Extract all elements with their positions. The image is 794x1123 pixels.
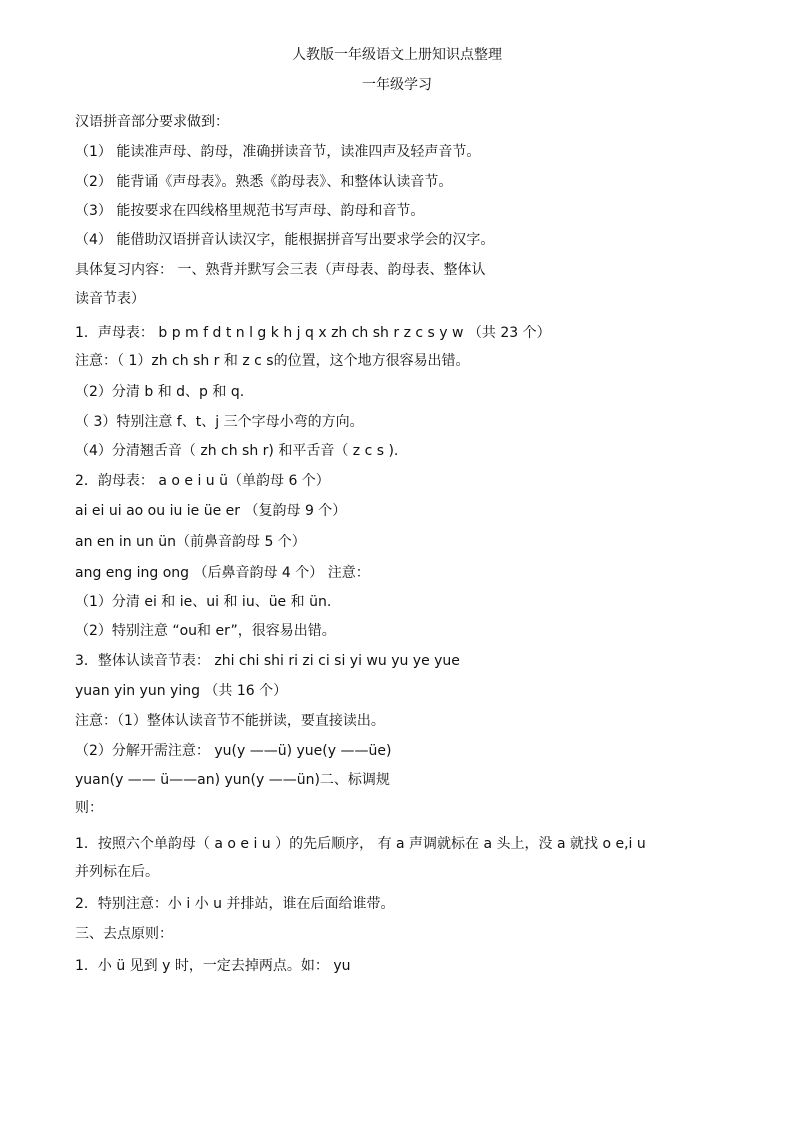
text-line: an en in un ün（前鼻音韵母 5 个） bbox=[75, 534, 306, 550]
text-line: 2．韵母表： a o e i u ü（单韵母 6 个） bbox=[75, 473, 330, 489]
text-line: （1）分清 ei 和 ie、ui 和 iu、üe 和 ün. bbox=[75, 594, 332, 610]
text-line: 注意：（ 1）zh ch sh r 和 z c s的位置，这个地方很容易出错。 bbox=[75, 353, 470, 369]
text-line: 三、去点原则： bbox=[75, 926, 173, 942]
text-line: 1．声母表： b p m f d t n l g k h j q x zh ch sh r z c s y w （共 23 个） bbox=[75, 325, 551, 341]
text-line: 具体复习内容： 一、熟背并默写会三表（声母表、韵母表、整体认 bbox=[75, 262, 486, 278]
text-line: 3．整体认读音节表： zhi chi shi ri zi ci si yi wu yu ye yue bbox=[75, 653, 460, 669]
text-line: 1．小 ü 见到 y 时，一定去掉两点。如： yu bbox=[75, 958, 351, 974]
text-line: （2） 能背诵《声母表》。熟悉《韵母表》、和整体认读音节。 bbox=[75, 174, 453, 190]
text-line: （2）特别注意 “ou和 er”，很容易出错。 bbox=[75, 623, 336, 639]
document-title: 人教版一年级语文上册知识点整理 bbox=[292, 47, 502, 63]
text-line: （2）分解开需注意： yu(y ——ü) yue(y ——üe) bbox=[75, 743, 392, 759]
text-line: （1） 能读准声母、韵母，准确拼读音节，读准四声及轻声音节。 bbox=[75, 144, 481, 160]
text-line: ang eng ing ong （后鼻音韵母 4 个） 注意： bbox=[75, 565, 370, 581]
text-line: 并列标在后。 bbox=[75, 864, 159, 880]
text-line: （ 3）特别注意 f、t、j 三个字母小弯的方向。 bbox=[75, 414, 364, 430]
text-line: （4）分清翘舌音（ zh ch sh r) 和平舌音（ z c s ). bbox=[75, 443, 399, 459]
text-line: 1．按照六个单韵母（ a o e i u ）的先后顺序， 有 a 声调就标在 a 头上，没 a 就找 o e,i u bbox=[75, 836, 646, 852]
text-line: 读音节表） bbox=[75, 291, 145, 307]
text-line: 2．特别注意：小 i 小 u 并排站，谁在后面给谁带。 bbox=[75, 896, 395, 912]
text-line: （3） 能按要求在四线格里规范书写声母、韵母和音节。 bbox=[75, 203, 425, 219]
text-line: yuan(y —— ü——an) yun(y ——ün)二、标调规 bbox=[75, 772, 390, 788]
text-line: 汉语拼音部分要求做到： bbox=[75, 114, 229, 130]
text-line: ai ei ui ao ou iu ie üe er （复韵母 9 个） bbox=[75, 503, 347, 519]
text-line: （2）分清 b 和 d、p 和 q. bbox=[75, 384, 245, 400]
text-line: 则： bbox=[75, 800, 103, 816]
document-subtitle: 一年级学习 bbox=[362, 77, 432, 93]
text-line: （4） 能借助汉语拼音认读汉字，能根据拼音写出要求学会的汉字。 bbox=[75, 232, 495, 248]
text-line: yuan yin yun ying （共 16 个） bbox=[75, 683, 288, 699]
text-line: 注意：（1）整体认读音节不能拼读，要直接读出。 bbox=[75, 713, 385, 729]
